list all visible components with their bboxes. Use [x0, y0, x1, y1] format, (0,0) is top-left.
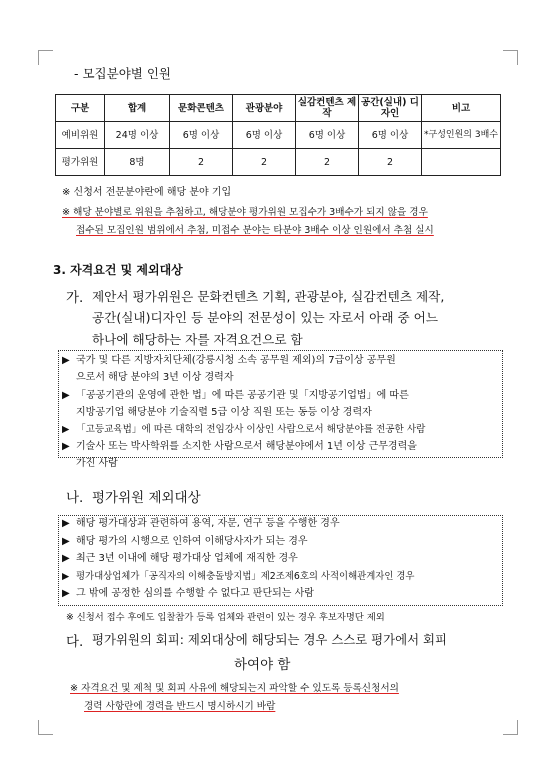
table-cell: 6명 이상: [233, 122, 296, 149]
table-header-row: [56, 95, 501, 122]
qualification-item: ▶ 기술사 또는 박사학위를 소지한 사람으로서 해당분야에서 1년 이상 근무경력을: [62, 438, 417, 456]
table-cell: 6명 이상: [170, 122, 233, 149]
table-header: 관광분야: [233, 95, 296, 122]
table-cell: 2: [233, 149, 296, 176]
section-heading: - 모집분야별 인원: [74, 66, 171, 81]
bullet-triangle-icon: ▶: [62, 571, 70, 582]
note-line: ※ 해당 분야별로 위원을 추첨하고, 해당분야 평가위원 모집수가 3배수가 되지 않을 경우: [62, 207, 428, 218]
table-cell: 2: [170, 149, 233, 176]
recruitment-table: [55, 94, 501, 176]
item-da-label: 다.: [66, 634, 84, 650]
bullet-triangle-icon: ▶: [62, 588, 70, 599]
table-cell: 24명 이상: [105, 122, 170, 149]
crop-mark-top-left: [38, 50, 53, 65]
bullet-triangle-icon: ▶: [62, 553, 70, 564]
item-da-line: 평가위원의 회피: 제외대상에 해당되는 경우 스스로 평가에서 회피: [92, 632, 447, 647]
table-header: 비고: [422, 95, 501, 122]
note-exclusion: ※ 신청서 접수 후에도 입찰참가 등록 업체와 관련이 있는 경우 후보자명단 제외: [66, 612, 385, 623]
table-cell: [422, 149, 501, 176]
table-cell: 6명 이상: [296, 122, 359, 149]
item-na-label: 나.: [66, 490, 84, 506]
note-line: 경력 사항란에 경력을 반드시 명시하시기 바람: [84, 701, 276, 712]
crop-mark-bottom-right: [503, 720, 518, 735]
table-cell: 예비위원: [56, 122, 105, 149]
table-cell: *구성인원의 3배수: [422, 122, 501, 149]
table-cell: 6명 이상: [359, 122, 422, 149]
item-na-title: 평가위원 제외대상: [92, 490, 201, 506]
exclusion-item: ▶ 그 밖에 공정한 심의를 수행할 수 없다고 판단되는 사람: [62, 585, 314, 603]
item-ga-label: 가.: [66, 290, 84, 306]
bullet-triangle-icon: ▶: [62, 518, 70, 529]
exclusion-item: ▶ 해당 평가대상과 관련하여 용역, 자문, 연구 등을 수행한 경우: [62, 515, 340, 533]
table-header: 구분: [56, 95, 105, 122]
item-ga-line: 제안서 평가위원은 문화컨텐츠 기획, 관광분야, 실감컨텐츠 제작,: [92, 289, 445, 304]
table-row: [56, 122, 501, 149]
table-header: 공간(실내) 디자인: [359, 95, 422, 122]
qualification-item: 가진 사람: [76, 458, 118, 469]
item-da-line: 하여야 함: [234, 657, 291, 673]
exclusion-item: ▶ 평가대상업체가「공직자의 이해충돌방지법」제2조제6호의 사적이해관계자인 경우: [62, 568, 414, 586]
table-cell: 2: [296, 149, 359, 176]
note-line: 접수된 모집인원 범위에서 추첨, 미접수 분야는 타분야 3배수 이상 인원에서 추첨 실시: [76, 225, 434, 236]
qualification-item: ▶ 「공공기관의 운영에 관한 법」에 따른 공공기관 및「지방공기업법」에 따른: [62, 387, 409, 405]
bullet-triangle-icon: ▶: [62, 536, 70, 547]
bullet-triangle-icon: ▶: [62, 441, 70, 452]
table-header: 합계: [105, 95, 170, 122]
qualification-item: ▶ 국가 및 다른 지방자치단체(강릉시청 소속 공무원 제외)의 7급이상 공무원: [62, 352, 396, 370]
table-header: 실감컨텐츠 제작: [296, 95, 359, 122]
note-line: ※ 자격요건 및 제척 및 회피 사유에 해당되는지 파악할 수 있도록 등록신청서의: [70, 683, 399, 694]
table-cell: 8명: [105, 149, 170, 176]
note-line: ※ 신청서 전문분야란에 해당 분야 기입: [62, 187, 232, 198]
crop-mark-bottom-left: [38, 720, 53, 735]
table-cell: 평가위원: [56, 149, 105, 176]
item-ga-line: 하나에 해당하는 자를 자격요건으로 함: [92, 332, 303, 347]
qualification-item: 으로서 해당 분야의 3년 이상 경력자: [76, 372, 234, 383]
crop-mark-top-right: [503, 50, 518, 65]
item-ga-line: 공간(실내)디자인 등 분야의 전문성이 있는 자로서 아래 중 어느: [92, 310, 438, 325]
table-row: [56, 149, 501, 176]
qualification-item: 지방공기업 해당분야 기술직렬 5급 이상 직원 또는 동등 이상 경력자: [76, 407, 372, 418]
section-3-title: 3. 자격요건 및 제외대상: [53, 263, 183, 277]
bullet-triangle-icon: ▶: [62, 355, 70, 366]
bullet-triangle-icon: ▶: [62, 390, 70, 401]
qualification-item: ▶ 「고등교육법」에 따른 대학의 전임강사 이상인 사람으로서 해당분야를 전공한 사람: [62, 421, 425, 439]
table-header: 문화콘텐츠: [170, 95, 233, 122]
exclusion-item: ▶ 최근 3년 이내에 해당 평가대상 업체에 재직한 경우: [62, 550, 298, 568]
table-cell: 2: [359, 149, 422, 176]
bullet-triangle-icon: ▶: [62, 424, 70, 435]
exclusion-item: ▶ 해당 평가의 시행으로 인하여 이해당사자가 되는 경우: [62, 533, 308, 551]
